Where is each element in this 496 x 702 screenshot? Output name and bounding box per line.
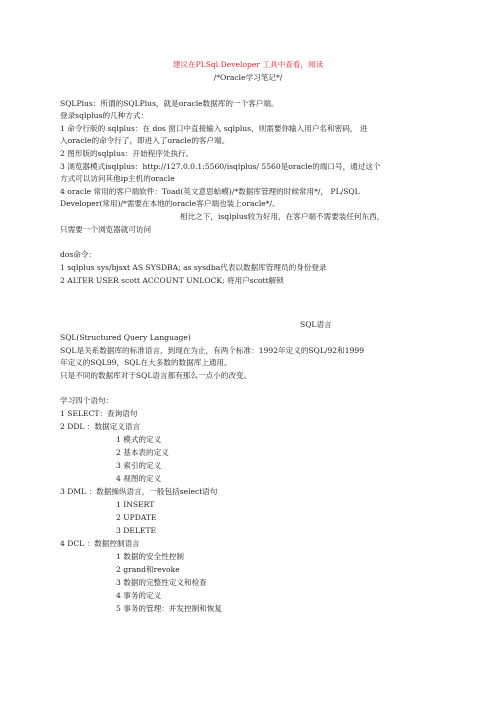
list-item-cont: 入oracle的命令行了，即进入了oracle的客户端。	[60, 136, 230, 145]
ddl-subitem: 1 模式的定义	[116, 435, 162, 444]
list-item: 1 命令行版的 sqlplus：在 dos 窗口中直接输入 sqlplus，则需要你输入用户名和密码， 进	[60, 124, 368, 133]
statement-item: 4 DCL ：数据控制语言	[60, 539, 140, 548]
document-subtitle: /*Oracle学习笔记*/	[213, 73, 283, 82]
ddl-subitem: 3 索引的定义	[116, 461, 162, 470]
dcl-subitem: 3 数据的完整性定义和检查	[116, 578, 207, 587]
list-item: 4 oracle 常用的客户端软件：Toad(英文意思蛤蟆)/*数据库管理的时候常用*/， PL/SQL	[60, 187, 360, 196]
sql-full-name: SQL(Structured Query Language)	[60, 333, 191, 342]
dml-subitem: 3 DELETE	[116, 526, 157, 535]
dos-command: 1 sqlplus sys/bjsxt AS SYSDBA; as sysdba代表以数据库管理员的身份登录	[60, 263, 327, 272]
list-item-cont: 方式可以访问其他ip主机的oracle	[60, 174, 175, 183]
statements-title: 学习四个语句：	[60, 396, 114, 405]
dml-subitem: 2 UPDATE	[116, 513, 157, 522]
intro-line: SQLPlus：所谓的SQLPlus，就是oracle数据库的一个客户端。	[60, 99, 279, 108]
section-heading: SQL语言	[300, 320, 332, 329]
dcl-subitem: 5 事务的管理：并发控制和恢复	[116, 604, 222, 613]
note-line: 只需要一个浏览器就可访问	[60, 225, 152, 234]
dcl-subitem: 1 数据的安全性控制	[116, 552, 184, 561]
statement-item: 2 DDL ：数据定义语言	[60, 422, 141, 431]
ddl-subitem: 4 视图的定义	[116, 474, 162, 483]
statement-item: 1 SELECT：查询语句	[60, 409, 138, 418]
list-item: 3 浏览器模式isqlplus：http://127.0.0.1:5560/isqlplus/ 5560是oracle的端口号，通过这个	[60, 162, 381, 171]
dos-command: 2 ALTER USER scott ACCOUNT UNLOCK; 将用户scott解锁	[60, 276, 284, 285]
sql-desc: 年定义的SQL99，SQL在大多数的数据库上通用。	[60, 358, 232, 367]
view-notice: 建议在PLSql Developer 工具中查看，阅读	[172, 60, 324, 69]
list-item-cont: Developer(常用)/*需要在本地的oracle客户端也装上oracle*/。	[60, 199, 280, 208]
ddl-subitem: 2 基本表的定义	[116, 448, 169, 457]
dml-subitem: 1 INSERT	[116, 500, 155, 509]
list-item: 2 图形版的sqlplus：开始程序处执行。	[60, 149, 194, 158]
dcl-subitem: 4 事务的定义	[116, 591, 162, 600]
sql-desc: SQL是关系数据库的标准语言，到现在为止，有两个标准：1992年定义的SQL/92和1999	[60, 346, 365, 355]
dcl-subitem: 2 grand和revoke	[116, 565, 180, 574]
note-line: 相比之下，isqlplus较为好用，在客户端不需要装任何东西，	[180, 212, 385, 221]
dos-title: dos命令：	[60, 250, 97, 259]
statement-item: 3 DML ：数据操纵语言，一般包括select语句	[60, 487, 218, 496]
intro-line: 登录sqlplus的几种方式：	[60, 111, 149, 120]
sql-desc: 只是不同的数据库对于SQL语言都有那么一点小的改变。	[60, 371, 252, 380]
